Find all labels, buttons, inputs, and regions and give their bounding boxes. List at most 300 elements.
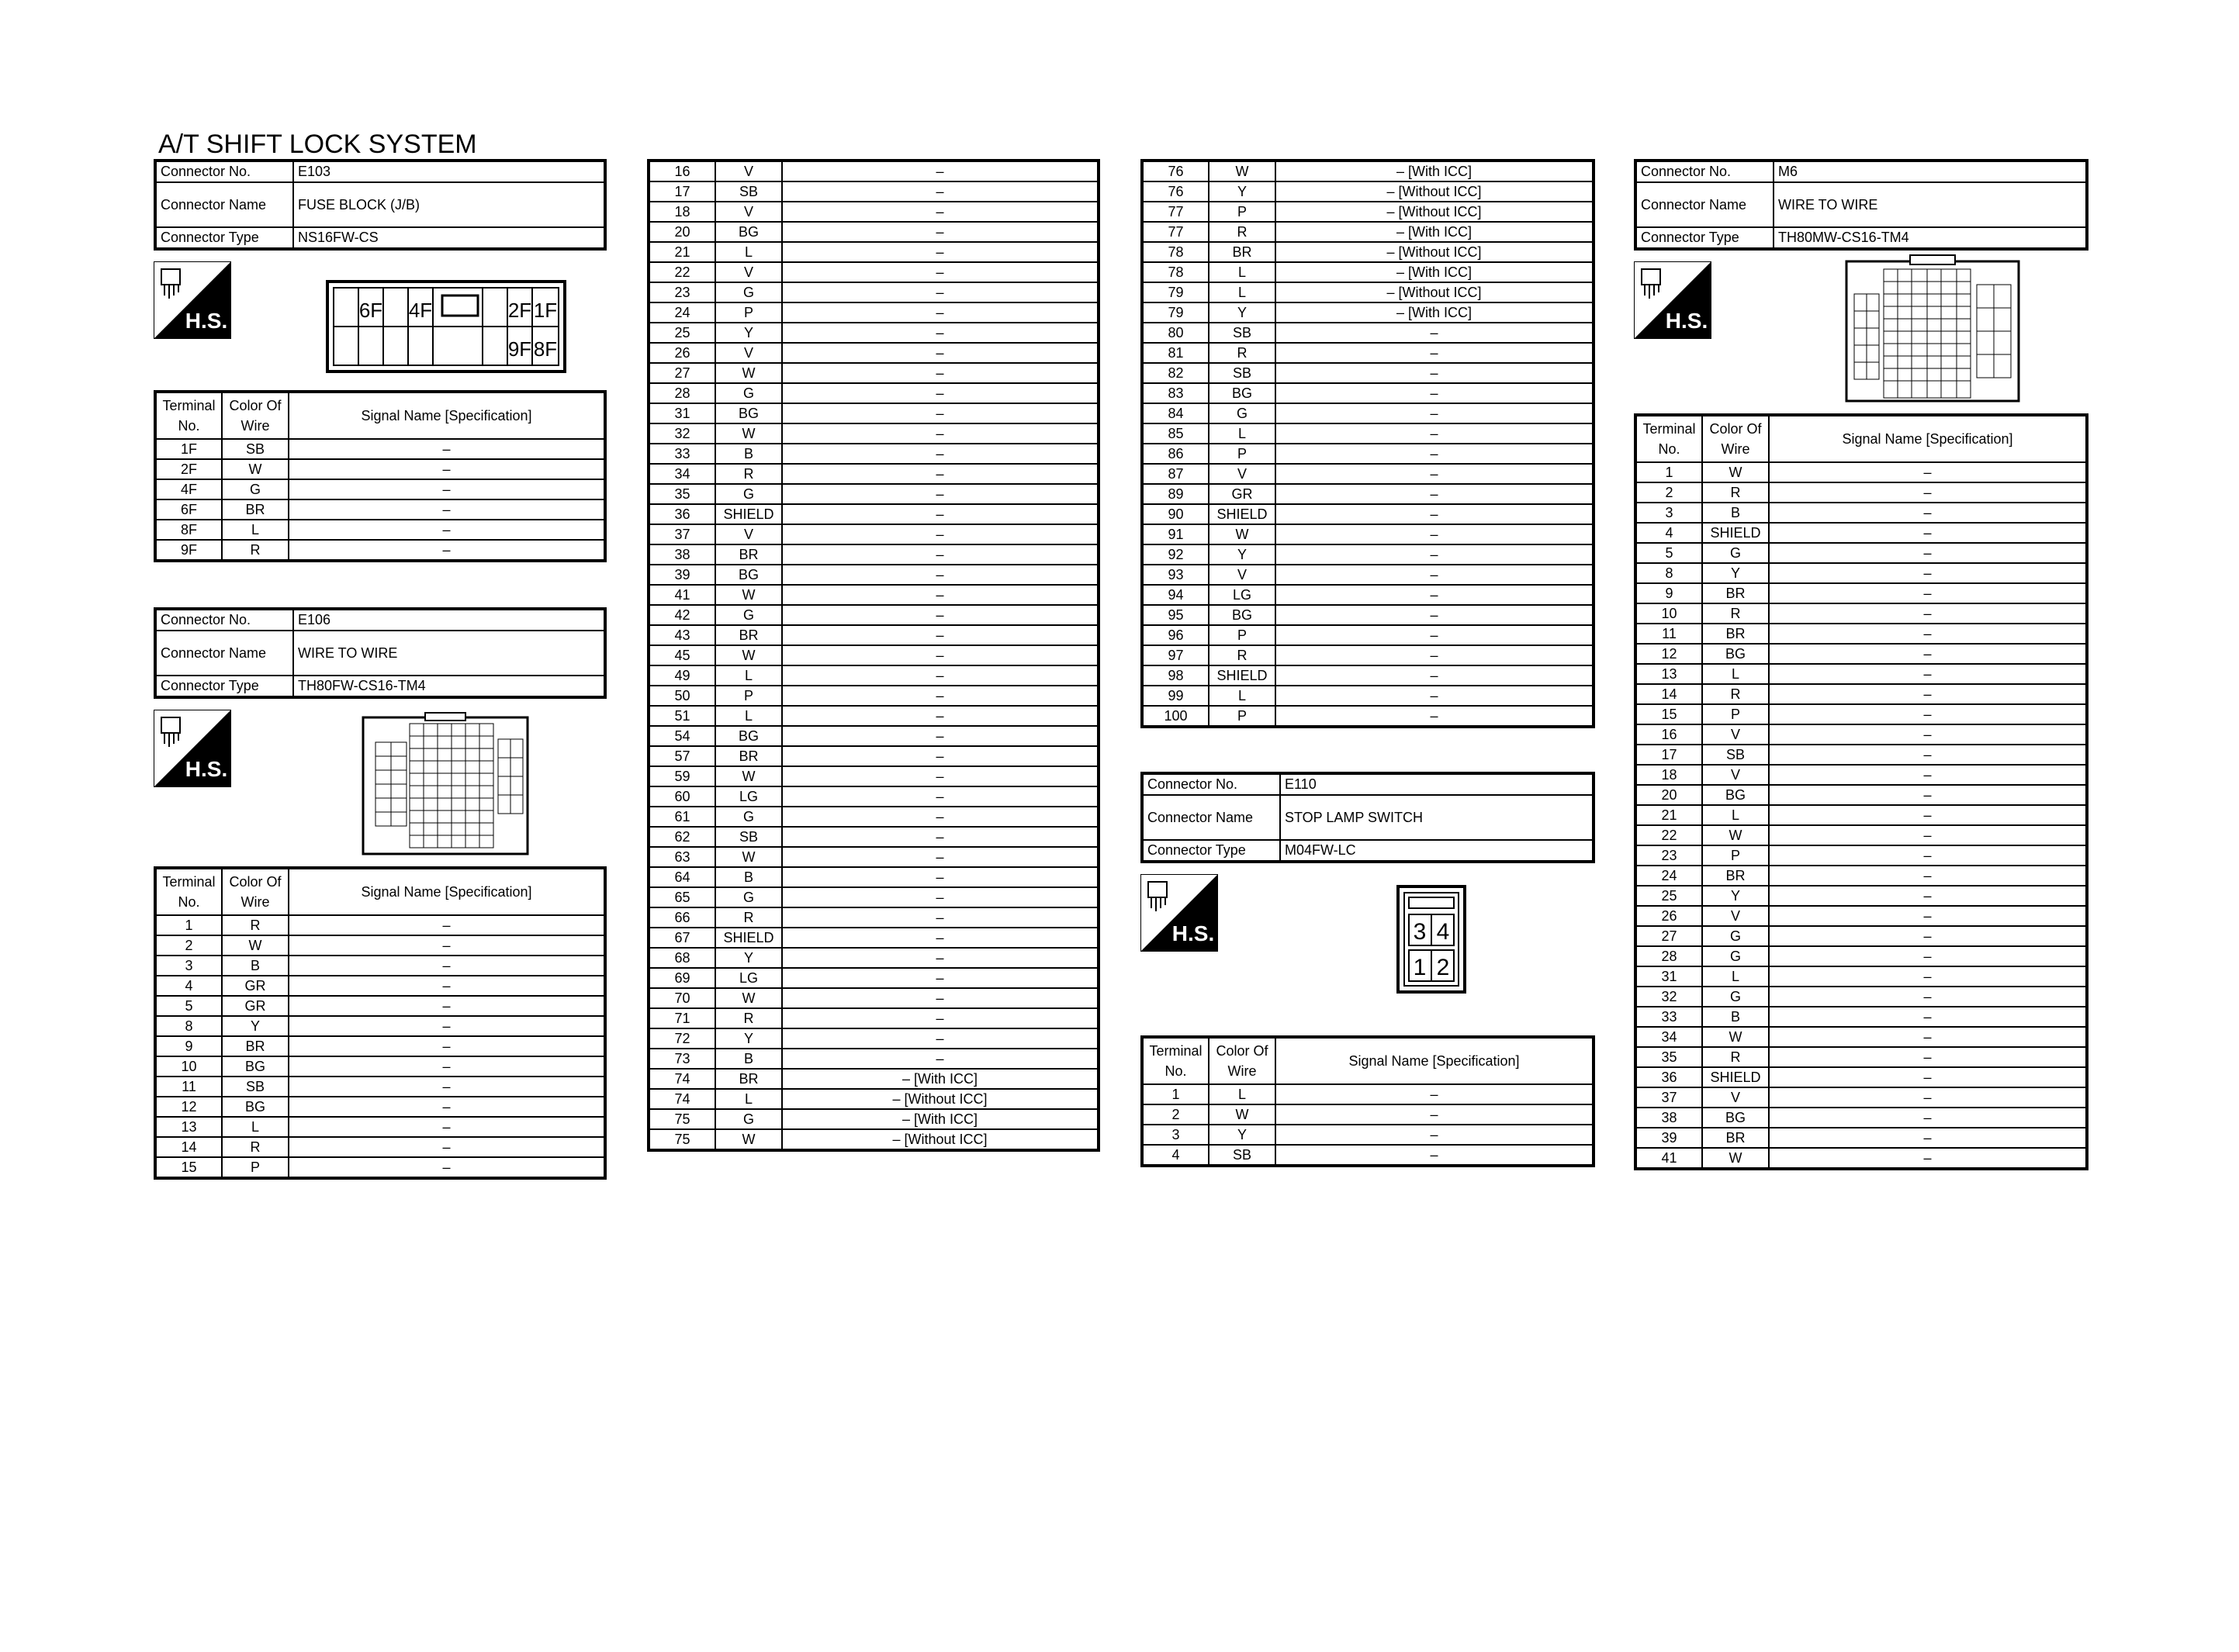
signal-name: – [289, 479, 605, 499]
hs-label: H.S. [185, 757, 228, 781]
wire-color: W [1209, 1104, 1275, 1125]
wire-color: W [715, 423, 782, 444]
table-row [649, 343, 1099, 363]
wire-color: V [1209, 565, 1275, 585]
signal-name: – [782, 363, 1099, 383]
wire-color: W [1209, 524, 1275, 544]
pin-8f: 8F [533, 337, 558, 361]
table-row [1635, 1047, 2087, 1067]
terminal-no: 4 [1142, 1145, 1209, 1166]
wire-color: G [715, 383, 782, 403]
terminal-no: 71 [649, 1008, 715, 1028]
wire-color: R [222, 1137, 289, 1157]
wire-color: BG [1702, 785, 1769, 805]
wire-color: BG [715, 726, 782, 746]
table-row [649, 807, 1099, 827]
wire-color: BR [1702, 624, 1769, 644]
signal-name: – [782, 928, 1099, 948]
table-row [1635, 603, 2087, 624]
color-of-wire-header: Color Of Wire [222, 392, 289, 439]
signal-name: – [1769, 563, 2087, 583]
wire-color: SB [715, 827, 782, 847]
table-row [1142, 242, 1594, 262]
table-row [155, 1117, 605, 1137]
terminal-no: 93 [1142, 565, 1209, 585]
table-row [649, 948, 1099, 968]
pin-6f: 6F [358, 299, 383, 322]
table-row [649, 867, 1099, 887]
wire-color: Y [1209, 1125, 1275, 1145]
connector-e110-header [1140, 772, 1595, 863]
terminal-no: 75 [649, 1109, 715, 1129]
signal-name: – [1275, 524, 1594, 544]
terminal-no: 25 [1635, 886, 1702, 906]
signal-name: – [1769, 785, 2087, 805]
table-row [155, 540, 605, 561]
table-row [1142, 444, 1594, 464]
wire-color: B [715, 867, 782, 887]
table-row [1635, 966, 2087, 987]
terminal-no: 89 [1142, 484, 1209, 504]
terminal-no: 92 [1142, 544, 1209, 565]
wire-color: P [1702, 704, 1769, 724]
signal-name: – [1769, 1128, 2087, 1148]
wire-color: P [222, 1157, 289, 1178]
harness-side-icon [154, 710, 231, 787]
terminal-no: 68 [649, 948, 715, 968]
wire-color: W [1702, 1027, 1769, 1047]
connector-name-value: FUSE BLOCK (J/B) [293, 182, 605, 227]
table-row [649, 1028, 1099, 1049]
column-3 [1140, 159, 1595, 1167]
terminal-no: 24 [649, 302, 715, 323]
wire-color: R [1702, 482, 1769, 503]
connector-name-label: Connector Name [1142, 795, 1280, 840]
wire-color: P [1702, 845, 1769, 866]
terminal-no: 41 [649, 585, 715, 605]
signal-name: – [782, 423, 1099, 444]
connector-e103-diagram [154, 251, 607, 390]
table-row [649, 565, 1099, 585]
wire-color: P [1209, 625, 1275, 645]
pin-4: 4 [1436, 919, 1450, 945]
terminal-no: 62 [649, 827, 715, 847]
signal-name: – [1769, 603, 2087, 624]
signal-name: – [1769, 462, 2087, 482]
wire-color: W [715, 1129, 782, 1150]
wire-color: W [1702, 462, 1769, 482]
terminal-no: 42 [649, 605, 715, 625]
wire-color: V [715, 524, 782, 544]
signal-name: – [1275, 544, 1594, 565]
connector-name-value: STOP LAMP SWITCH [1280, 795, 1594, 840]
table-row [1142, 202, 1594, 222]
terminal-no: 83 [1142, 383, 1209, 403]
terminal-no: 82 [1142, 363, 1209, 383]
table-row [1142, 383, 1594, 403]
signal-name: – [782, 242, 1099, 262]
hs-label: H.S. [1171, 921, 1215, 945]
terminal-no: 9 [155, 1036, 222, 1056]
signal-name: – [1275, 665, 1594, 686]
table-row [649, 1069, 1099, 1089]
signal-name: – [782, 686, 1099, 706]
terminal-no: 39 [1635, 1128, 1702, 1148]
wire-color: L [715, 665, 782, 686]
wire-color: R [1209, 222, 1275, 242]
table-row [649, 645, 1099, 665]
signal-name: – [1769, 825, 2087, 845]
table-row [1142, 686, 1594, 706]
signal-name: – [1769, 866, 2087, 886]
table-row [649, 968, 1099, 988]
terminal-no: 11 [155, 1077, 222, 1097]
signal-name: – [289, 520, 605, 540]
terminal-no: 27 [649, 363, 715, 383]
terminal-no: 2F [155, 459, 222, 479]
table-row [1142, 282, 1594, 302]
terminal-no: 10 [155, 1056, 222, 1077]
signal-name: – [782, 565, 1099, 585]
wire-color: W [1702, 1148, 1769, 1169]
harness-side-icon [1634, 261, 1711, 339]
table-row [155, 996, 605, 1016]
terminal-no: 63 [649, 847, 715, 867]
table-row [155, 1157, 605, 1178]
signal-name: – [1275, 403, 1594, 423]
wire-color: B [1702, 1007, 1769, 1027]
wire-color: SHIELD [1702, 1067, 1769, 1087]
terminal-no: 91 [1142, 524, 1209, 544]
wire-color: BG [715, 403, 782, 423]
wire-color: P [1209, 202, 1275, 222]
connector-type-value: NS16FW-CS [293, 227, 605, 249]
terminal-no: 54 [649, 726, 715, 746]
terminal-no: 57 [649, 746, 715, 766]
color-of-wire-header: Color Of Wire [1702, 415, 1769, 462]
hs-label: H.S. [185, 309, 228, 333]
table-row [649, 423, 1099, 444]
table-row [1635, 987, 2087, 1007]
terminal-no: 3 [1142, 1125, 1209, 1145]
wire-color: BG [1209, 383, 1275, 403]
table-row [1635, 482, 2087, 503]
wire-color: G [715, 1109, 782, 1129]
connector-no-value: E110 [1280, 773, 1594, 795]
wire-color: W [222, 935, 289, 956]
signal-name: – [1275, 444, 1594, 464]
table-row [1142, 323, 1594, 343]
column-1 [154, 159, 607, 1180]
signal-name: – [1275, 504, 1594, 524]
wire-color: SB [222, 439, 289, 459]
wire-color: R [1702, 1047, 1769, 1067]
terminal-no: 72 [649, 1028, 715, 1049]
signal-name: – [782, 222, 1099, 242]
signal-name: – [782, 766, 1099, 786]
hs-label: H.S. [1665, 309, 1708, 333]
signal-name: – [1275, 585, 1594, 605]
column-2 [647, 159, 1100, 1152]
pin-2f: 2F [507, 299, 532, 322]
signal-name: – [782, 1028, 1099, 1049]
connector-e106-header [154, 607, 607, 699]
signal-name: – [782, 988, 1099, 1008]
wire-color: V [715, 343, 782, 363]
wire-color: R [1702, 603, 1769, 624]
wire-color: Y [1209, 302, 1275, 323]
signal-name: – [289, 1077, 605, 1097]
terminal-no: 24 [1635, 866, 1702, 886]
terminal-no: 67 [649, 928, 715, 948]
signal-name-header: Signal Name [Specification] [289, 392, 605, 439]
terminal-no: 90 [1142, 504, 1209, 524]
table-row [1142, 665, 1594, 686]
wire-color: P [1209, 706, 1275, 727]
table-row [649, 403, 1099, 423]
terminal-no: 22 [649, 262, 715, 282]
terminal-no: 41 [1635, 1148, 1702, 1169]
connector-no-label: Connector No. [155, 609, 293, 631]
signal-name: – [289, 1016, 605, 1036]
wire-color: LG [715, 968, 782, 988]
terminal-no: 33 [649, 444, 715, 464]
table-row [1635, 462, 2087, 482]
wire-color: BR [222, 1036, 289, 1056]
wire-color: G [715, 282, 782, 302]
wire-color: G [715, 605, 782, 625]
harness-side-icon [1140, 874, 1218, 952]
terminal-no: 85 [1142, 423, 1209, 444]
signal-name: – [1769, 684, 2087, 704]
terminal-no: 2 [1635, 482, 1702, 503]
terminal-no: 39 [649, 565, 715, 585]
signal-name: – [782, 948, 1099, 968]
table-row [1635, 543, 2087, 563]
signal-name: – [782, 847, 1099, 867]
table-row [1635, 644, 2087, 664]
signal-name: – [289, 1117, 605, 1137]
terminal-no-header: Terminal No. [155, 392, 222, 439]
wire-color: G [715, 484, 782, 504]
wire-color: V [1702, 906, 1769, 926]
signal-name: – [1769, 583, 2087, 603]
wire-color: R [715, 907, 782, 928]
wire-color: P [715, 302, 782, 323]
signal-name: – [Without ICC] [1275, 181, 1594, 202]
table-row [155, 479, 605, 499]
terminal-no: 75 [649, 1129, 715, 1150]
signal-name: – [1275, 1145, 1594, 1166]
terminal-no: 2 [1142, 1104, 1209, 1125]
wire-color: SB [222, 1077, 289, 1097]
signal-name: – [1769, 664, 2087, 684]
signal-name: – [782, 323, 1099, 343]
table-row [1635, 1148, 2087, 1169]
signal-name: – [782, 827, 1099, 847]
wire-color: Y [1209, 181, 1275, 202]
signal-name: – [782, 807, 1099, 827]
signal-name: – [With ICC] [782, 1069, 1099, 1089]
table-row [155, 1137, 605, 1157]
table-row [649, 686, 1099, 706]
terminal-no: 21 [649, 242, 715, 262]
signal-name: – [782, 484, 1099, 504]
wire-color: V [715, 161, 782, 181]
signal-name: – [782, 746, 1099, 766]
signal-name: – [782, 585, 1099, 605]
signal-name: – [1769, 906, 2087, 926]
wire-color: Y [715, 1028, 782, 1049]
table-row [1142, 645, 1594, 665]
table-row [649, 1129, 1099, 1150]
wire-color: BR [1702, 1128, 1769, 1148]
table-row [649, 665, 1099, 686]
wire-color: Y [1209, 544, 1275, 565]
terminal-no: 34 [649, 464, 715, 484]
table-row [649, 907, 1099, 928]
table-row [155, 976, 605, 996]
wire-color: SB [1209, 323, 1275, 343]
signal-name: – [782, 262, 1099, 282]
signal-name: – [1769, 1148, 2087, 1169]
terminal-no: 27 [1635, 926, 1702, 946]
signal-name: – [1769, 845, 2087, 866]
signal-name: – [1769, 503, 2087, 523]
table-row [1635, 1108, 2087, 1128]
table-row [1142, 403, 1594, 423]
table-row [649, 444, 1099, 464]
terminal-no: 1F [155, 439, 222, 459]
table-row [1635, 664, 2087, 684]
table-row [1142, 464, 1594, 484]
terminal-no: 94 [1142, 585, 1209, 605]
signal-name: – [289, 1137, 605, 1157]
connector-e110-face [1396, 885, 1466, 994]
table-row [155, 1097, 605, 1117]
signal-name: – [782, 302, 1099, 323]
wire-color: R [1209, 645, 1275, 665]
connector-name-label: Connector Name [155, 631, 293, 676]
signal-name: – [782, 181, 1099, 202]
table-row [649, 746, 1099, 766]
table-row [1635, 684, 2087, 704]
wire-color: G [1702, 946, 1769, 966]
signal-name: – [1275, 423, 1594, 444]
wire-color: B [1702, 503, 1769, 523]
connector-no-value: M6 [1774, 161, 2087, 182]
connector-e103-terminal-table [154, 390, 607, 562]
signal-name: – [1769, 886, 2087, 906]
signal-name: – [1769, 1108, 2087, 1128]
table-row [649, 988, 1099, 1008]
terminal-no: 10 [1635, 603, 1702, 624]
wire-color: BG [1702, 1108, 1769, 1128]
table-row [155, 1056, 605, 1077]
terminal-no: 60 [649, 786, 715, 807]
table-row [155, 1036, 605, 1056]
terminal-no: 74 [649, 1089, 715, 1109]
signal-name: – [1769, 1067, 2087, 1087]
wire-color: BR [715, 746, 782, 766]
wire-color: G [1209, 403, 1275, 423]
table-row [649, 302, 1099, 323]
table-row [155, 499, 605, 520]
wire-color: V [1209, 464, 1275, 484]
wire-color: V [715, 262, 782, 282]
wire-color: BR [1209, 242, 1275, 262]
wire-color: L [1209, 282, 1275, 302]
signal-name: – [289, 1097, 605, 1117]
wire-color: LG [715, 786, 782, 807]
table-row [649, 323, 1099, 343]
signal-name: – [782, 524, 1099, 544]
wire-color: BG [1209, 605, 1275, 625]
terminal-no: 43 [649, 625, 715, 645]
signal-name: – [With ICC] [1275, 262, 1594, 282]
signal-name: – [1275, 706, 1594, 727]
terminal-no: 35 [1635, 1047, 1702, 1067]
table-row [649, 1008, 1099, 1028]
terminal-no: 28 [1635, 946, 1702, 966]
terminal-no: 15 [155, 1157, 222, 1178]
table-row [1142, 625, 1594, 645]
terminal-no: 79 [1142, 282, 1209, 302]
table-row [1635, 523, 2087, 543]
wire-color: L [1209, 262, 1275, 282]
terminal-no: 32 [1635, 987, 1702, 1007]
table-row [1635, 1128, 2087, 1148]
wire-color: B [222, 956, 289, 976]
terminal-no: 50 [649, 686, 715, 706]
terminal-no: 76 [1142, 181, 1209, 202]
table-row [1635, 765, 2087, 785]
wire-color: SB [1209, 363, 1275, 383]
harness-side-icon [154, 261, 231, 339]
terminal-no-header: Terminal No. [1635, 415, 1702, 462]
terminal-no: 87 [1142, 464, 1209, 484]
signal-name: – [289, 439, 605, 459]
terminal-no: 26 [1635, 906, 1702, 926]
wire-color: W [222, 459, 289, 479]
signal-name: – [1769, 624, 2087, 644]
signal-name: – [1769, 987, 2087, 1007]
terminal-no: 4F [155, 479, 222, 499]
signal-name: – [289, 1157, 605, 1178]
wire-color: SB [1209, 1145, 1275, 1166]
terminal-no: 9F [155, 540, 222, 561]
signal-name: – [1769, 482, 2087, 503]
signal-name: – [782, 706, 1099, 726]
terminal-no: 74 [649, 1069, 715, 1089]
terminal-no: 34 [1635, 1027, 1702, 1047]
connector-m6-terminal-table [1634, 413, 2088, 1170]
wire-color: L [715, 242, 782, 262]
terminal-no: 5 [155, 996, 222, 1016]
connector-type-label: Connector Type [155, 227, 293, 249]
signal-name: – [782, 968, 1099, 988]
table-row [155, 520, 605, 540]
terminal-no: 31 [649, 403, 715, 423]
terminal-no: 36 [649, 504, 715, 524]
terminal-no: 36 [1635, 1067, 1702, 1087]
signal-name: – [782, 383, 1099, 403]
wire-color: GR [222, 996, 289, 1016]
table-row [1635, 503, 2087, 523]
signal-name: – [1769, 926, 2087, 946]
wire-color: R [1209, 343, 1275, 363]
signal-name: – [782, 726, 1099, 746]
